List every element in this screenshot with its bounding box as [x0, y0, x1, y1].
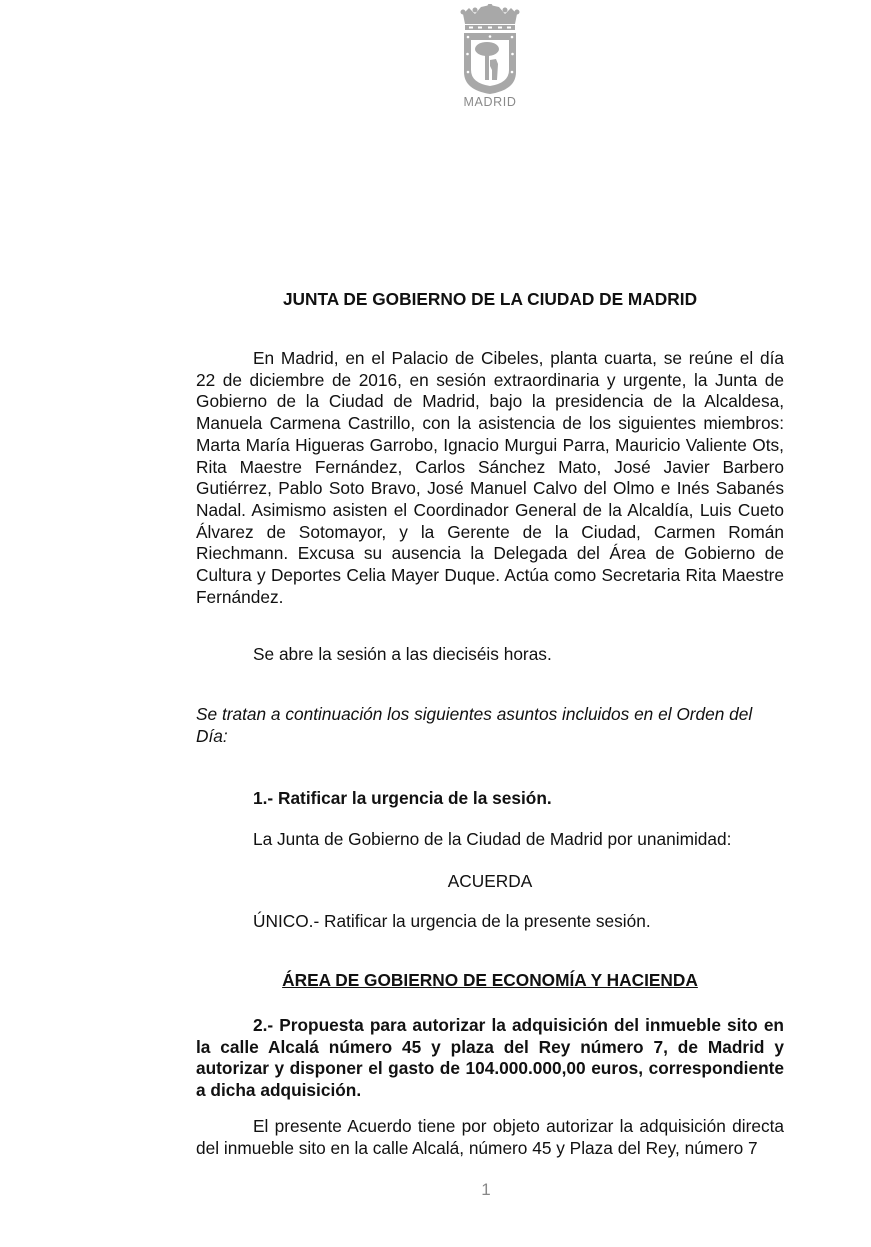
intro-paragraph: En Madrid, en el Palacio de Cibeles, planta cuarta, se reúne el día 22 de diciembre de 2016, en sesión extraordinaria y urgente, la Junta de Gobierno de la Ciudad de Madrid, bajo la presidencia de la Alcaldesa, Manuela Carmena Castrillo, con la asistencia de los siguientes miembros: Marta María Higueras Garrobo, Ignacio Murgui Parra, Mauricio Valiente Ots, Rita Maestre Fernández, Carlos Sánchez Mato, José Javier Barbero Gutiérrez, Pablo Soto Bravo, José Manuel Calvo del Olmo e Inés Sabanés Nadal. Asimismo asisten el Coordinador General de la Alcaldía, Luis Cueto Álvarez de Sotomayor, y la Gerente de la Ciudad, Carmen Román Riechmann. Excusa su ausencia la Delegada del Área de Gobierno de Cultura y Deportes Celia Mayer Duque. Actúa como Secretaria Rita Maestre Fernández. — [196, 348, 784, 607]
item-1-body: La Junta de Gobierno de la Ciudad de Madrid por unanimidad: — [253, 829, 732, 849]
page-number: 1 — [481, 1180, 491, 1199]
agenda-intro: Se tratan a continuación los siguientes asuntos incluidos en el Orden del Día: — [196, 704, 753, 746]
item-1-resolution: ACUERDA — [447, 871, 533, 891]
logo-text: MADRID — [463, 95, 517, 109]
item-1-heading: 1.- Ratificar la urgencia de la sesión. — [253, 788, 552, 808]
opening-line: Se abre la sesión a las dieciséis horas. — [253, 644, 552, 664]
document-title: JUNTA DE GOBIERNO DE LA CIUDAD DE MADRID — [282, 289, 698, 309]
item-2-body: El presente Acuerdo tiene por objeto autorizar la adquisición directa del inmueble sito en la calle Alcalá, número 45 y Plaza del Rey, número 7 — [196, 1116, 784, 1158]
item-1-unique: ÚNICO.- Ratificar la urgencia de la presente sesión. — [253, 911, 651, 931]
item-2-heading: 2.- Propuesta para autorizar la adquisición del inmueble sito en la calle Alcalá número 45 y plaza del Rey número 7, de Madrid y autorizar y disponer el gasto de 104.000.000,00 euros, correspondiente a dicha adquisición. — [196, 1015, 784, 1101]
section-heading: ÁREA DE GOBIERNO DE ECONOMÍA Y HACIENDA — [282, 970, 698, 990]
